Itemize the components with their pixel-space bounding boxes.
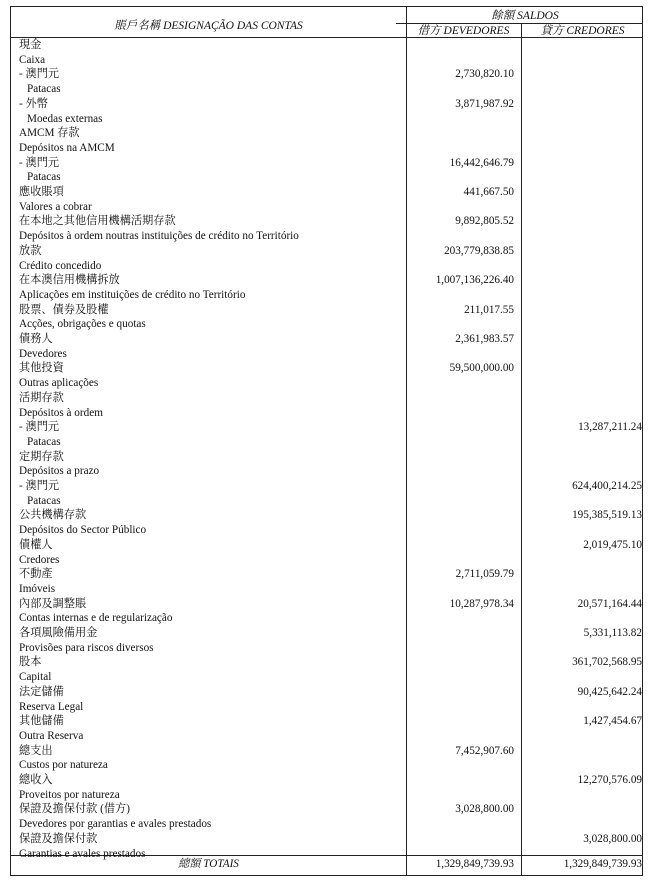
account-label: 股票、債券及股權 bbox=[19, 303, 109, 316]
account-row bbox=[11, 700, 644, 714]
account-row bbox=[11, 200, 644, 214]
account-row bbox=[11, 758, 644, 772]
account-label: 現金 bbox=[19, 39, 42, 51]
account-label: 在本地之其他信用機構活期存款 bbox=[19, 215, 176, 228]
account-label: 應收賬項 bbox=[19, 186, 64, 198]
account-row bbox=[11, 538, 644, 552]
account-label: Caixa bbox=[19, 53, 46, 66]
account-row bbox=[11, 655, 644, 669]
account-row bbox=[11, 802, 644, 816]
account-row bbox=[11, 582, 644, 596]
credit-value: 13,287,211.24 bbox=[578, 421, 642, 434]
account-row bbox=[11, 479, 644, 493]
credit-value: 195,385,519.13 bbox=[572, 509, 642, 522]
account-label: 保證及擔保付款 bbox=[19, 832, 98, 845]
account-row bbox=[11, 347, 644, 361]
account-label: 法定儲備 bbox=[19, 685, 64, 698]
credit-value: 5,331,113.82 bbox=[583, 627, 642, 639]
debit-value: 9,892,805.52 bbox=[455, 215, 514, 228]
account-label: - 澳門元 bbox=[19, 480, 60, 492]
account-row bbox=[11, 435, 644, 449]
debit-value: 59,500,000.00 bbox=[449, 362, 514, 375]
account-row bbox=[11, 259, 644, 273]
account-label: 其他投資 bbox=[19, 362, 64, 375]
account-row bbox=[11, 450, 644, 464]
account-row bbox=[11, 82, 644, 96]
account-label: 在本澳信用機構拆放 bbox=[19, 274, 120, 287]
debit-header: 借方 DEVEDORES bbox=[417, 25, 510, 37]
account-label: Valores a cobrar bbox=[19, 200, 92, 213]
account-label: 債權人 bbox=[19, 538, 53, 551]
account-label: AMCM 存款 bbox=[19, 127, 80, 140]
account-row bbox=[11, 97, 644, 111]
account-label: Depósitos à ordem bbox=[19, 406, 103, 419]
account-row bbox=[11, 376, 644, 390]
account-label: - 澳門元 bbox=[19, 68, 60, 81]
account-row bbox=[11, 685, 644, 699]
account-row bbox=[11, 744, 644, 758]
account-row bbox=[11, 67, 644, 81]
account-label: 內部及調整賬 bbox=[19, 597, 87, 610]
account-label: - 澳門元 bbox=[19, 156, 60, 169]
account-row bbox=[11, 508, 644, 522]
account-label: Contas internas e de regularização bbox=[19, 612, 173, 625]
account-label: Credores bbox=[19, 553, 60, 566]
debit-value: 1,007,136,226.40 bbox=[435, 274, 514, 287]
account-row bbox=[11, 553, 644, 567]
account-label: Outra Reserva bbox=[19, 729, 84, 742]
totals-credit: 1,329,849,739.93 bbox=[563, 858, 642, 870]
credit-value: 2,019,475.10 bbox=[583, 538, 642, 551]
account-label: Provisões para riscos diversos bbox=[19, 641, 154, 654]
totals-row bbox=[11, 856, 644, 872]
account-row bbox=[11, 714, 644, 728]
account-row bbox=[11, 112, 644, 126]
account-row bbox=[11, 317, 644, 331]
account-label: 其他儲備 bbox=[19, 715, 64, 728]
account-label: Depósitos na AMCM bbox=[19, 141, 115, 154]
credit-value: 361,702,568.95 bbox=[572, 656, 642, 669]
account-label: 定期存款 bbox=[19, 450, 64, 463]
account-row bbox=[11, 817, 644, 831]
account-label: Custos por natureza bbox=[19, 759, 108, 772]
account-row bbox=[11, 420, 644, 434]
account-label: Capital bbox=[19, 671, 52, 684]
debit-value: 2,730,820.10 bbox=[455, 68, 514, 81]
account-row bbox=[11, 597, 644, 611]
credit-value: 3,028,800.00 bbox=[583, 832, 642, 845]
totals-label: 總額 TOTAIS bbox=[178, 858, 239, 870]
debit-value: 7,452,907.60 bbox=[455, 744, 514, 757]
account-label: Reserva Legal bbox=[19, 700, 84, 713]
account-label: Devedores bbox=[19, 347, 67, 360]
account-row bbox=[11, 38, 644, 52]
account-row bbox=[11, 611, 644, 625]
account-label: Imóveis bbox=[19, 582, 56, 595]
account-row bbox=[11, 273, 644, 287]
account-name-header: 賬戶名稱 DESIGNAÇÃO DAS CONTAS bbox=[114, 20, 303, 32]
totals-debit: 1,329,849,739.93 bbox=[435, 858, 514, 870]
balances-header: 餘額 SALDOS bbox=[491, 10, 559, 22]
accounts-table bbox=[10, 6, 643, 876]
account-label: Outras aplicações bbox=[19, 377, 99, 390]
debit-value: 2,361,983.57 bbox=[455, 333, 514, 345]
account-row bbox=[11, 303, 644, 317]
debit-value: 16,442,646.79 bbox=[449, 156, 514, 169]
account-label: Patacas bbox=[27, 83, 61, 96]
account-label: Patacas bbox=[27, 435, 61, 448]
account-label: Garantias e avales prestados bbox=[19, 847, 146, 860]
credit-value: 12,270,576.09 bbox=[577, 774, 642, 786]
account-row bbox=[11, 53, 644, 67]
account-row bbox=[11, 641, 644, 655]
debit-value: 3,871,987.92 bbox=[455, 97, 514, 110]
debit-value: 2,711,059.79 bbox=[455, 568, 514, 581]
account-row bbox=[11, 494, 644, 508]
account-label: 保證及擔保付款 (借方) bbox=[19, 803, 130, 816]
account-label: Patacas bbox=[27, 494, 61, 507]
account-label: Moedas externas bbox=[27, 112, 103, 125]
account-label: 總支出 bbox=[19, 744, 53, 757]
account-label: Proveitos por natureza bbox=[19, 788, 120, 801]
account-label: Devedores por garantias e avales prestados bbox=[19, 818, 212, 831]
debit-value: 10,287,978.34 bbox=[449, 597, 514, 610]
account-label: - 澳門元 bbox=[19, 421, 60, 434]
credit-value: 1,427,454.67 bbox=[583, 715, 642, 728]
credit-value: 624,400,214.25 bbox=[572, 480, 642, 492]
account-label: 放款 bbox=[19, 244, 42, 257]
account-row bbox=[11, 288, 644, 302]
account-label: 公共機構存款 bbox=[19, 509, 87, 522]
account-label: Aplicações em instituições de crédito no Território bbox=[19, 288, 246, 301]
account-label: - 外幣 bbox=[19, 97, 48, 110]
credit-header: 貸方 CREDORES bbox=[540, 25, 625, 37]
account-row bbox=[11, 773, 644, 787]
account-row bbox=[11, 156, 644, 170]
account-row bbox=[11, 729, 644, 743]
account-label: 各項風險備用金 bbox=[19, 627, 98, 639]
account-row bbox=[11, 244, 644, 258]
account-label: Depósitos do Sector Público bbox=[19, 524, 147, 537]
account-row bbox=[11, 141, 644, 155]
account-row bbox=[11, 464, 644, 478]
account-row bbox=[11, 832, 644, 846]
account-label: 債務人 bbox=[19, 333, 53, 345]
account-label: 總收入 bbox=[19, 774, 53, 786]
account-row bbox=[11, 361, 644, 375]
account-label: Depósitos a prazo bbox=[19, 465, 100, 478]
account-row bbox=[11, 170, 644, 184]
debit-value: 3,028,800.00 bbox=[455, 803, 514, 816]
account-label: Crédito concedido bbox=[19, 259, 102, 272]
account-row bbox=[11, 126, 644, 140]
debit-value: 211,017.55 bbox=[464, 303, 514, 316]
account-label: 不動產 bbox=[19, 568, 53, 581]
account-row bbox=[11, 406, 644, 420]
account-row bbox=[11, 185, 644, 199]
account-row bbox=[11, 229, 644, 243]
account-row bbox=[11, 626, 644, 640]
account-row bbox=[11, 391, 644, 405]
account-row bbox=[11, 567, 644, 581]
debit-value: 203,779,838.85 bbox=[444, 244, 514, 257]
account-label: Patacas bbox=[27, 171, 61, 184]
credit-value: 90,425,642.24 bbox=[577, 685, 642, 698]
account-label: Acções, obrigações e quotas bbox=[19, 318, 146, 331]
account-label: 股本 bbox=[19, 656, 42, 669]
account-row bbox=[11, 523, 644, 537]
account-row bbox=[11, 214, 644, 228]
account-label: 活期存款 bbox=[19, 391, 64, 404]
account-label: Depósitos à ordem noutras instituições de crédito no Território bbox=[19, 230, 299, 243]
account-row bbox=[11, 670, 644, 684]
credit-value: 20,571,164.44 bbox=[577, 597, 642, 610]
debit-value: 441,667.50 bbox=[463, 186, 514, 198]
account-row bbox=[11, 788, 644, 802]
account-row bbox=[11, 332, 644, 346]
